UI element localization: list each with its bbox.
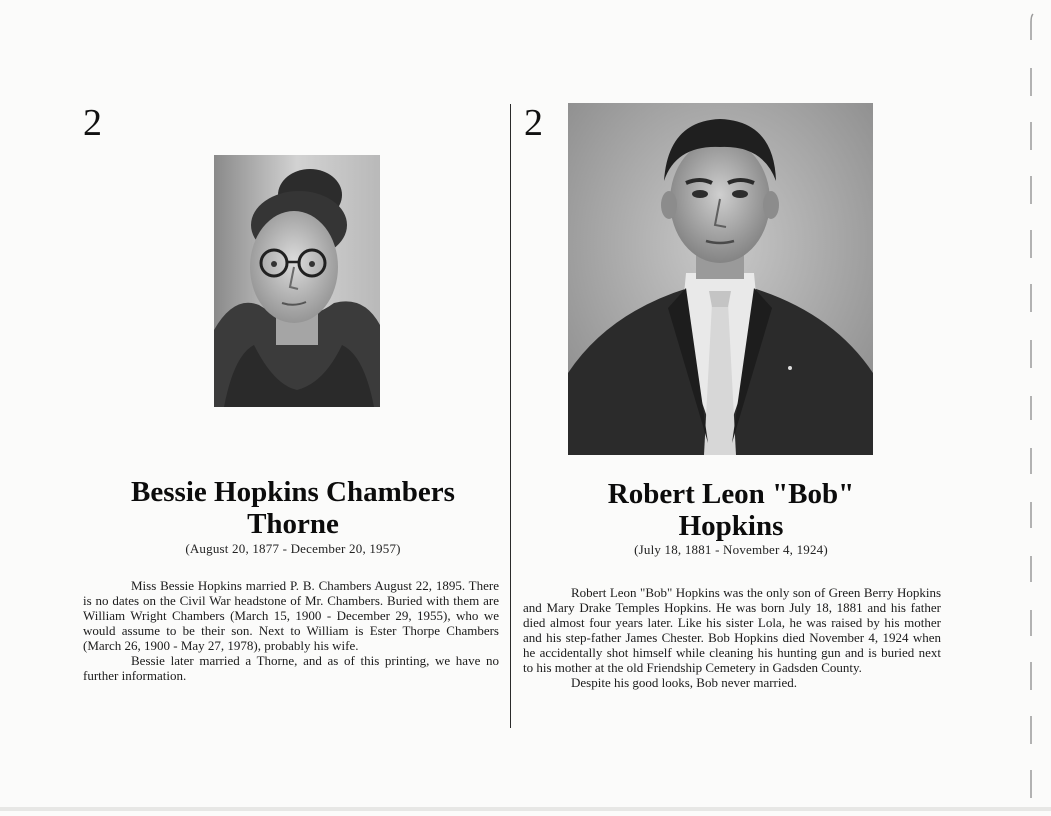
left-paragraph-1: Miss Bessie Hopkins married P. B. Chambers August 22, 1895. There is no dates on the Civil War headstone of Mr. Chambers. Buried with them are William Wright Chambers (March 15, 1900 - December 29, 1955), who we would assume to be their son. Next to William is Ester Thorpe Chambers (March 26, 1900 - May 27, 1978), probably his wife. <box>83 578 499 653</box>
binding-marks <box>1011 0 1051 811</box>
right-dates: (July 18, 1881 - November 4, 1924) <box>634 542 828 557</box>
right-paragraph-2: Despite his good looks, Bob never married. <box>571 675 798 690</box>
portrait-bessie <box>214 155 380 407</box>
left-name-title <box>60 476 526 540</box>
right-biography <box>523 585 941 690</box>
portrait-robert <box>568 103 873 455</box>
scan-edge <box>0 807 1051 811</box>
right-name-title <box>511 478 951 542</box>
left-biography <box>83 578 499 683</box>
left-dates: (August 20, 1877 - December 20, 1957) <box>185 541 401 556</box>
right-page-number: 2 <box>524 102 543 144</box>
right-paragraph-1: Robert Leon "Bob" Hopkins was the only son of Green Berry Hopkins and Mary Drake Temples Hopkins. He was born July 18, 1881 and his father died almost four years later. Like his sister Lola, he was raised by his mother and his step-father James Chester. Bob Hopkins died November 4, 1924 when he accidentally shot himself while cleaning his hunting gun and is buried next to his mother at the old Friendship Cemetery in Gadsden County. <box>523 585 941 675</box>
left-name-line1: Bessie Hopkins Chambers <box>131 476 455 508</box>
left-page-number: 2 <box>83 102 102 144</box>
left-name-line2: Thorne <box>247 508 339 540</box>
right-name-line1: Robert Leon "Bob" <box>607 478 855 510</box>
left-paragraph-2: Bessie later married a Thorne, and as of this printing, we have no further information. <box>83 653 499 683</box>
right-name-line2: Hopkins <box>678 510 784 542</box>
column-divider <box>510 104 511 728</box>
